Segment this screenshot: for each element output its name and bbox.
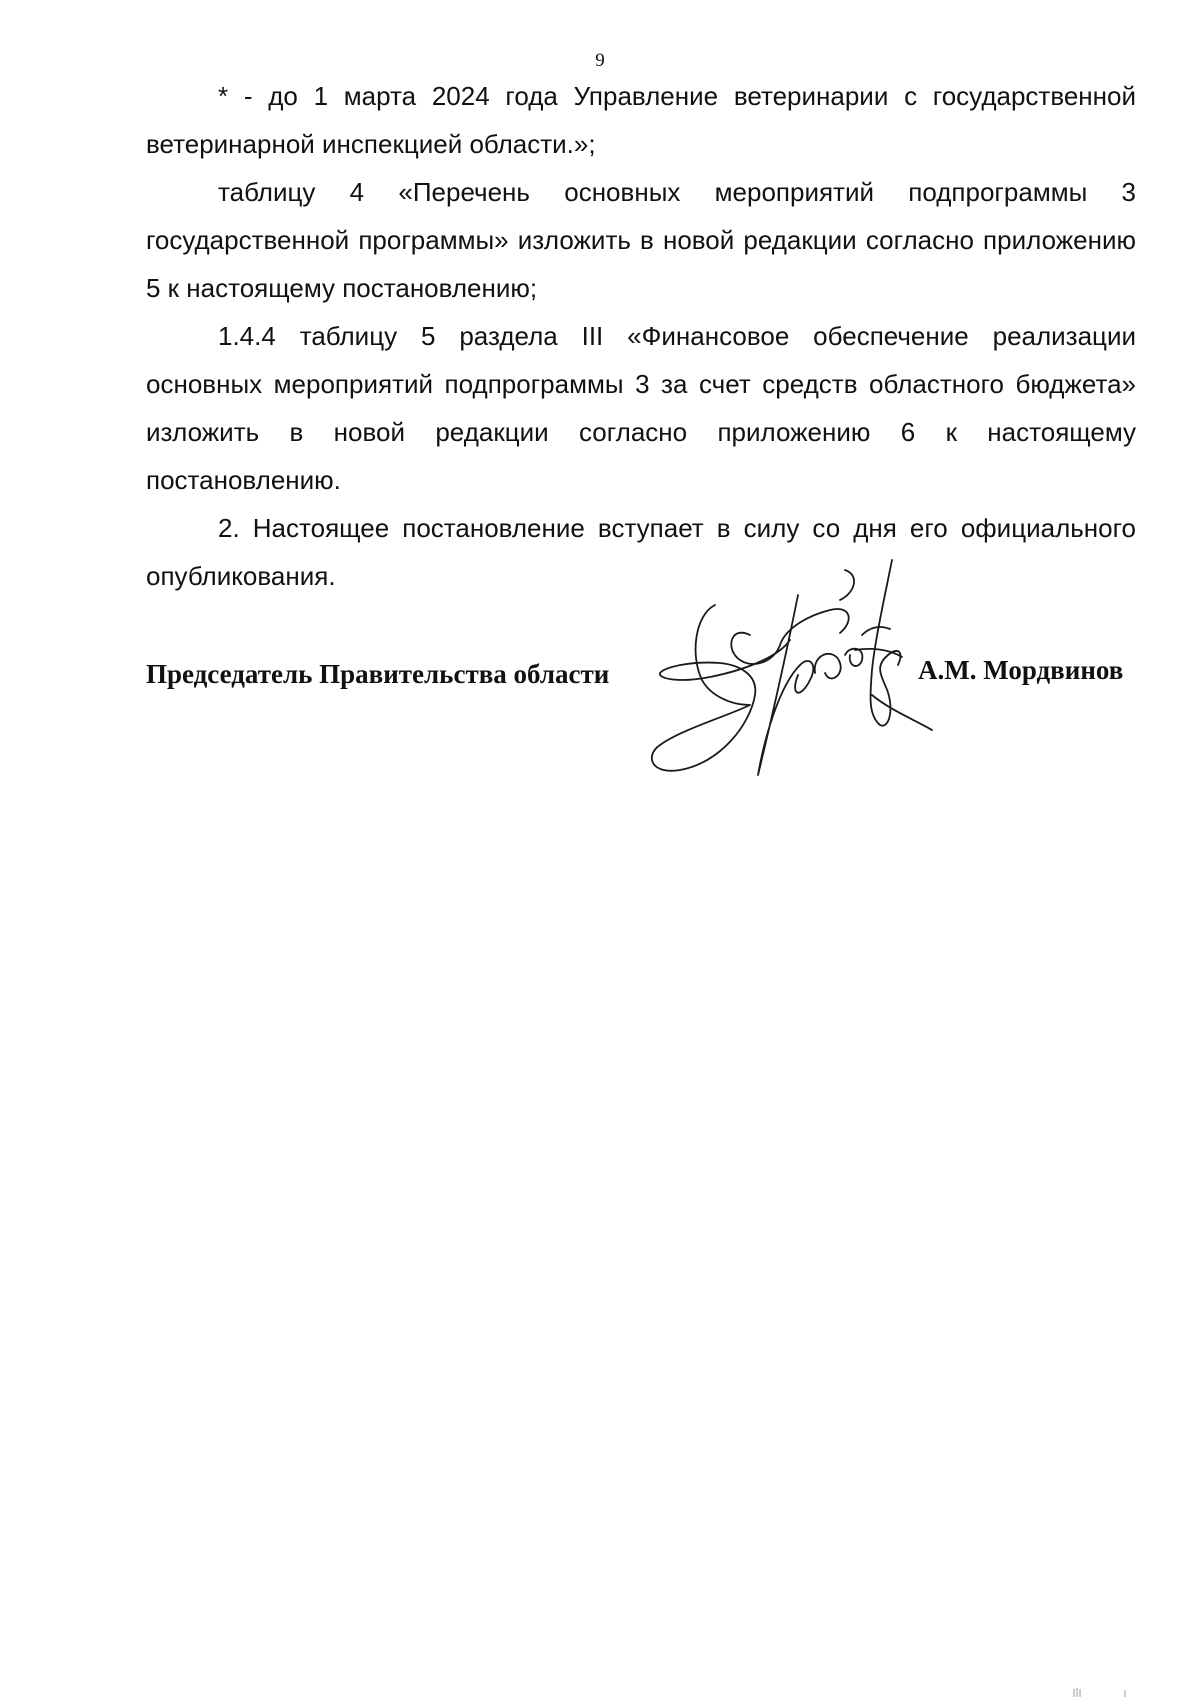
handwritten-signature-icon (640, 555, 940, 785)
paragraph-table-5: 1.4.4 таблицу 5 раздела III «Финансовое обеспечение реализации основных мероприятий подпрограммы 3 за счет средств областного бюджета» изложить в новой редакции согласно приложению 6 к настоящему постановлению. (146, 321, 1136, 495)
page-number: 9 (595, 50, 605, 71)
document-body (146, 72, 1136, 600)
scan-mark-icon (1070, 1686, 1130, 1697)
signatory-title: Председатель Правительства области (146, 659, 610, 689)
signatory-name: А.М. Мордвинов (918, 655, 1124, 685)
paragraph-table-4: таблицу 4 «Перечень основных мероприятий подпрограммы 3 государственной программы» изложить в новой редакции согласно приложению 5 к настоящему постановлению; (146, 177, 1136, 303)
paragraph-footnote: * - до 1 марта 2024 года Управление ветеринарии с государственной ветеринарной инспекцией области.»; (146, 81, 1136, 159)
paragraph-effective-date: 2. Настоящее постановление вступает в силу со дня его официального опубликования. (146, 513, 1136, 591)
